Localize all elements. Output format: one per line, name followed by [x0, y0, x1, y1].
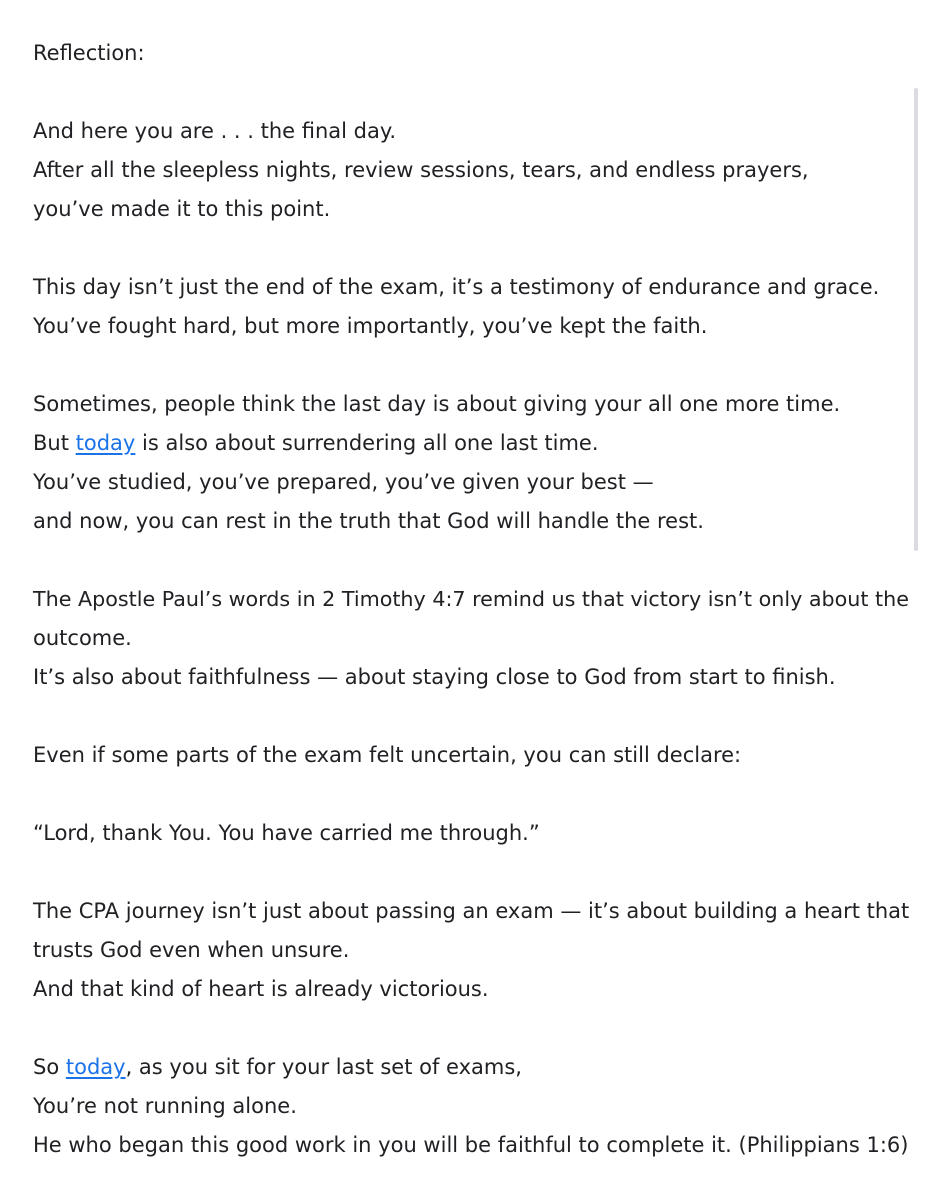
paragraph-3-line-1: Sometimes, people think the last day is about giving your all one more time. [33, 392, 841, 416]
text-segment: But [33, 431, 76, 455]
paragraph-4-line-3: It’s also about faithfulness — about staying close to God from start to finish. [33, 665, 836, 689]
paragraph-8-line-3: He who began this good work in you will be faithful to complete it. (Philippians 1:6) [33, 1133, 909, 1157]
paragraph-gap [33, 1009, 903, 1048]
paragraph-4-line-1: The Apostle Paul’s words in 2 Timothy 4:7 remind us that victory isn’t only about the [33, 587, 909, 611]
paragraph-1-line-1: And here you are . . . the final day. [33, 119, 396, 143]
paragraph-7-line-2: trusts God even when unsure. [33, 938, 350, 962]
paragraph-gap [33, 697, 903, 736]
paragraph-7-line-3: And that kind of heart is already victorious. [33, 977, 489, 1001]
paragraph-8-line-1 [33, 1048, 903, 1087]
paragraph-2-line-2: You’ve fought hard, but more importantly, you’ve kept the faith. [33, 314, 708, 338]
paragraph-gap [33, 775, 903, 814]
paragraph-2-line-1: This day isn’t just the end of the exam, it’s a testimony of endurance and grace. [33, 275, 880, 299]
paragraph-3-line-3: You’ve studied, you’ve prepared, you’ve given your best — [33, 470, 654, 494]
paragraph-4-line-2: outcome. [33, 626, 132, 650]
paragraph-5-line-1: Even if some parts of the exam felt uncertain, you can still declare: [33, 743, 742, 767]
paragraph-gap [33, 541, 903, 580]
text-segment: , as you sit for your last set of exams, [125, 1055, 522, 1079]
paragraph-1-line-3: you’ve made it to this point. [33, 197, 331, 221]
text-segment: is also about surrendering all one last time. [135, 431, 599, 455]
paragraph-gap [33, 73, 903, 112]
paragraph-gap [33, 346, 903, 385]
text-segment: So [33, 1055, 66, 1079]
today-link-2[interactable]: today [65, 1055, 126, 1079]
paragraph-7-line-1: The CPA journey isn’t just about passing an exam — it’s about building a heart that [33, 899, 910, 923]
paragraph-3-line-2 [33, 424, 903, 463]
paragraph-1-line-2: After all the sleepless nights, review sessions, tears, and endless prayers, [33, 158, 809, 182]
paragraph-gap [33, 229, 903, 268]
today-link[interactable]: today [75, 431, 136, 455]
paragraph-gap [33, 853, 903, 892]
quote-line: “Lord, thank You. You have carried me through.” [33, 821, 540, 845]
document-body [33, 34, 910, 1165]
paragraph-3-line-4: and now, you can rest in the truth that God will handle the rest. [33, 509, 704, 533]
scrollbar-thumb[interactable] [914, 88, 918, 551]
heading-reflection: Reflection: [33, 41, 145, 65]
paragraph-8-line-2: You’re not running alone. [33, 1094, 297, 1118]
